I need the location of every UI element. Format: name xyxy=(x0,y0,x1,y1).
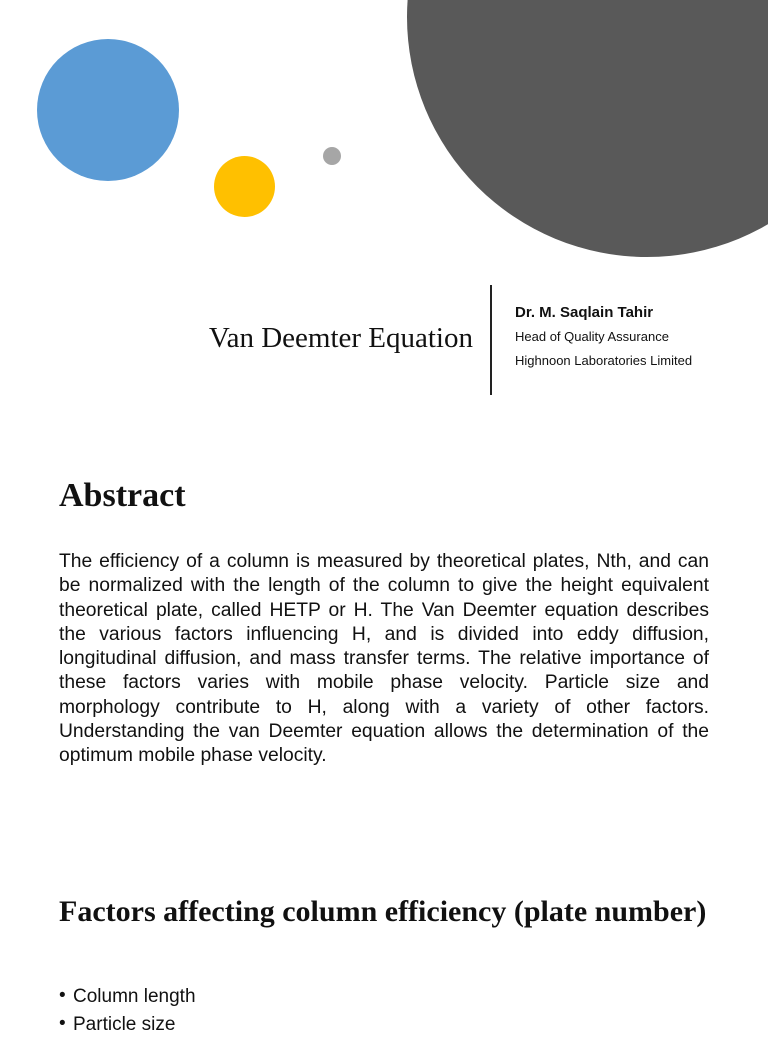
author-name: Dr. M. Saqlain Tahir xyxy=(515,304,654,321)
author-organization: Highnoon Laboratories Limited xyxy=(515,353,693,368)
document-title: Van Deemter Equation xyxy=(208,322,473,354)
author-role: Head of Quality Assurance xyxy=(515,329,669,344)
dark-circle-decoration xyxy=(407,0,768,257)
factors-heading: Factors affecting column efficiency (plate number) xyxy=(59,895,707,928)
list-item: • Column length xyxy=(59,983,196,1011)
small-grey-circle-decoration xyxy=(323,147,341,165)
blue-circle-decoration xyxy=(37,39,179,181)
abstract-heading: Abstract xyxy=(59,477,186,514)
yellow-circle-decoration xyxy=(214,156,275,217)
abstract-paragraph: The efficiency of a column is measured by theoretical plates, Nth, and can be normalized with the length of the column to give the height equivalent theoretical plate, called HETP or H. The Van Deemter equation describes the various factors influencing H, and is divided into eddy diffusion, longitudinal diffusion, and mass transfer terms. The relative importance of these factors varies with mobile phase velocity. Particle size and morphology contribute to H, along with a variety of other factors. Understanding the van Deemter equation allows the determination of the optimum mobile phase velocity. xyxy=(59,551,709,767)
author-block xyxy=(515,304,692,368)
list-item: • Particle size xyxy=(59,1011,196,1039)
factors-list xyxy=(59,983,196,1039)
title-divider xyxy=(490,285,492,395)
